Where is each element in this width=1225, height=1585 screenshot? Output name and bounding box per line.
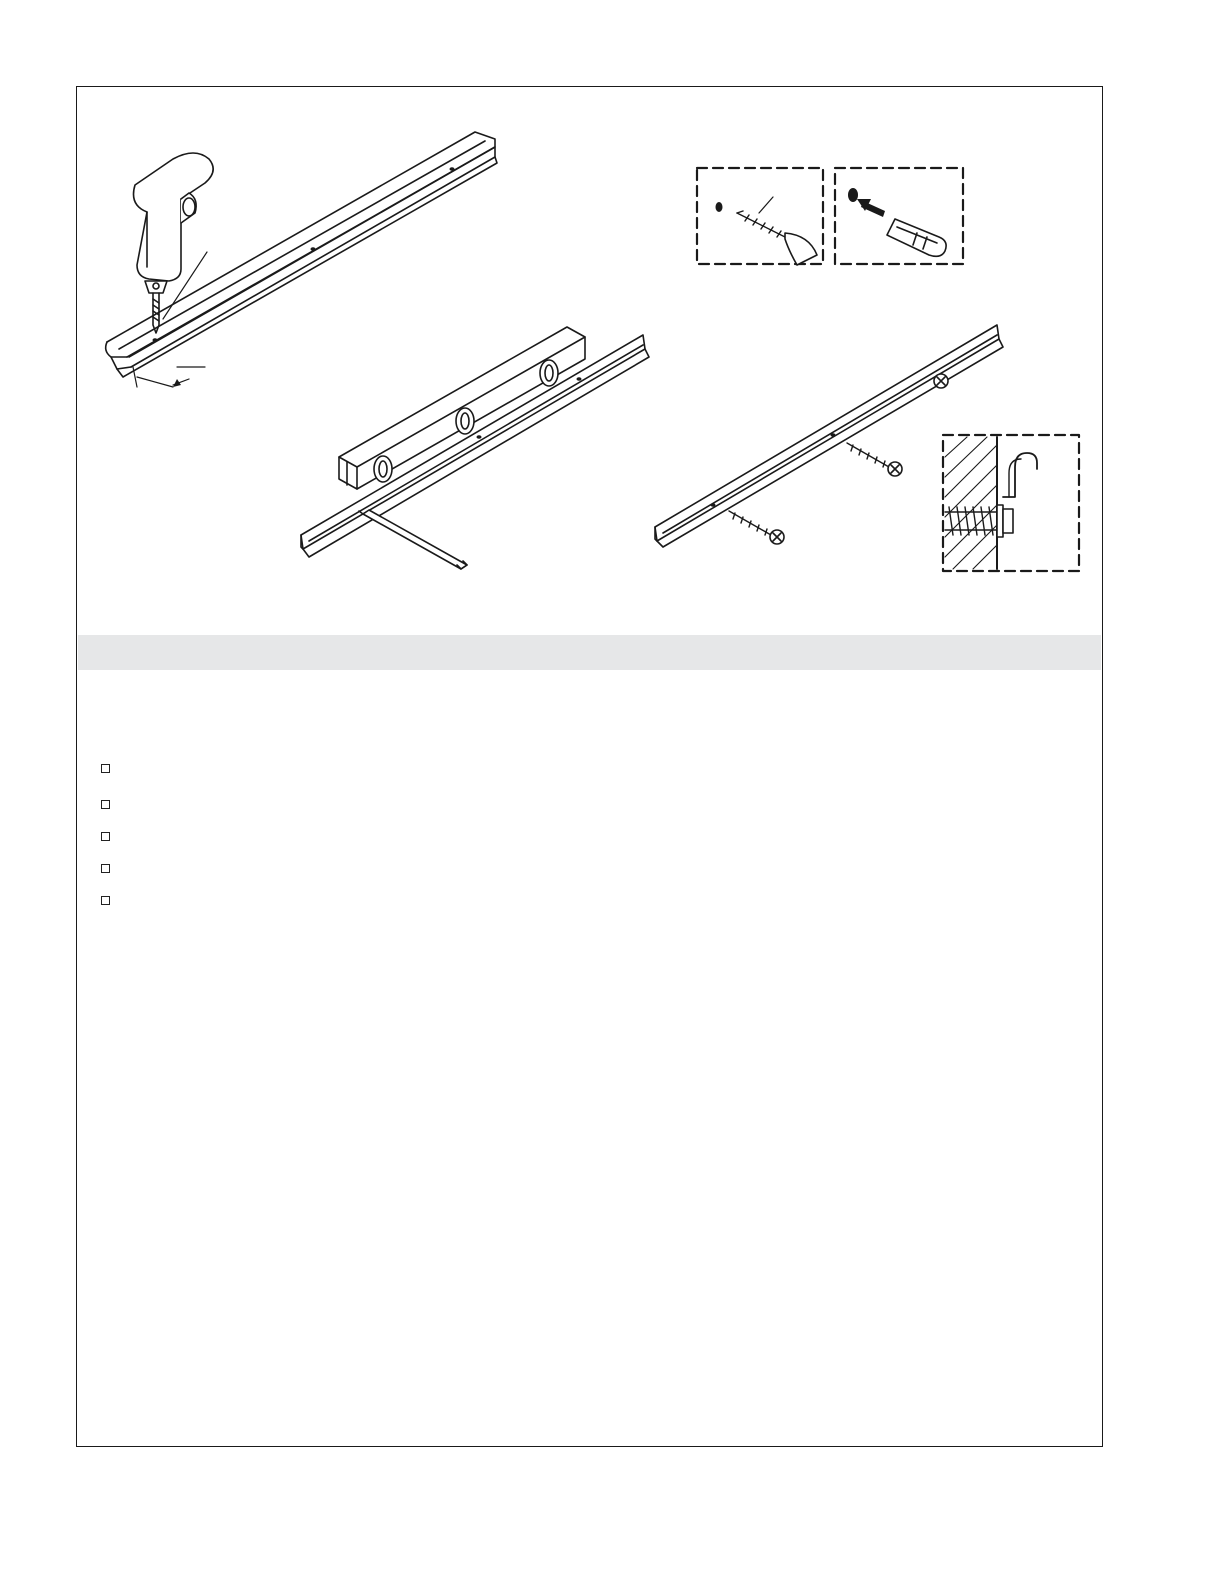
list-item xyxy=(101,761,1061,775)
list-item xyxy=(101,829,1061,843)
step-list xyxy=(101,761,1061,907)
step-text xyxy=(124,861,1061,875)
checkbox-icon[interactable] xyxy=(101,800,110,809)
installation-illustrations xyxy=(77,87,1101,635)
step-text xyxy=(124,761,1061,775)
section-header-band xyxy=(78,635,1101,670)
list-item xyxy=(101,797,1061,811)
list-item xyxy=(101,893,1061,907)
list-item xyxy=(101,861,1061,875)
screw-in-wall-section-detail xyxy=(943,435,1079,571)
level-icon xyxy=(339,327,585,489)
checkbox-icon[interactable] xyxy=(101,864,110,873)
instruction-frame xyxy=(76,86,1103,1447)
drill-icon xyxy=(134,153,214,333)
step-text xyxy=(124,893,1061,907)
checkbox-icon[interactable] xyxy=(101,764,110,773)
distance-dimension xyxy=(133,367,205,387)
checkbox-icon[interactable] xyxy=(101,832,110,841)
step-text xyxy=(124,797,1061,811)
step-text xyxy=(124,829,1061,843)
checkbox-icon[interactable] xyxy=(101,896,110,905)
